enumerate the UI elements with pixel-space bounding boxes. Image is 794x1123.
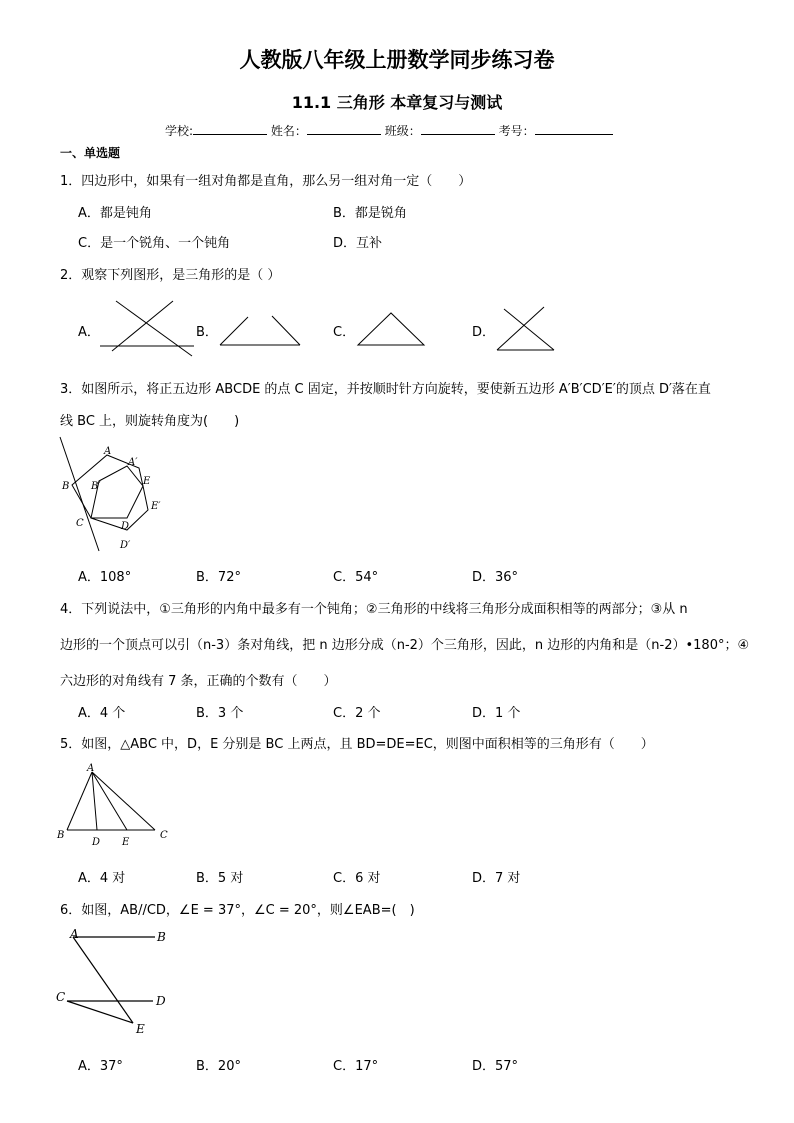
class-label: 班级： [384, 124, 421, 138]
q3-label-c: C [76, 518, 84, 529]
question-2-stem: 2．观察下列图形，是三角形的是（ ） [60, 268, 281, 283]
q3-label-e: E [143, 476, 151, 487]
q6-option-c[interactable]: C．17° [333, 1059, 379, 1074]
q1-option-a[interactable]: A．都是钝角 [78, 206, 152, 221]
q6-label-d: D [156, 994, 166, 1008]
q6-label-c: C [56, 990, 66, 1004]
q6-option-a[interactable]: A．37° [78, 1059, 123, 1074]
q4-option-a[interactable]: A．4 个 [78, 706, 126, 721]
q5-label-a: A [87, 763, 95, 774]
q5-option-b[interactable]: B．5 对 [196, 871, 244, 886]
q1-option-b[interactable]: B．都是锐角 [333, 206, 407, 221]
section-heading: 一、单选题 [60, 146, 121, 160]
q3-pentagon-figure [55, 434, 180, 556]
question-6-stem: 6．如图，AB//CD，∠E = 37°，∠C = 20°，则∠EAB=( ) [60, 903, 415, 918]
q5-label-c: C [160, 830, 168, 841]
q6-label-e: E [136, 1022, 145, 1036]
q2-option-b[interactable]: B． [196, 325, 218, 340]
q4-option-d[interactable]: D．1 个 [472, 706, 521, 721]
page-title: 人教版八年级上册数学同步练习卷 [239, 48, 555, 72]
q3-label-d-prime: D′ [120, 540, 131, 551]
q2-option-c[interactable]: C． [333, 325, 356, 340]
q5-label-d: D [92, 837, 101, 848]
question-1-stem: 1．四边形中，如果有一组对角都是直角，那么另一组对角一定（ ） [60, 174, 472, 189]
q2-figure-c [356, 310, 428, 350]
q3-label-d: D [121, 521, 130, 532]
q6-label-b: B [157, 930, 166, 944]
q5-label-b: B [57, 830, 65, 841]
q3-option-b[interactable]: B．72° [196, 570, 241, 585]
q6-option-b[interactable]: B．20° [196, 1059, 241, 1074]
q2-option-d[interactable]: D． [472, 325, 496, 340]
q5-option-a[interactable]: A．4 对 [78, 871, 126, 886]
q4-option-c[interactable]: C．2 个 [333, 706, 381, 721]
q3-label-b-prime: B′ [91, 481, 101, 492]
q3-option-a[interactable]: A．108° [78, 570, 132, 585]
school-field[interactable] [193, 122, 267, 135]
question-4-stem-line-1: 4．下列说法中，①三角形的内角中最多有一个钝角；②三角形的中线将三角形分成面积相等的两部分；③从 n [60, 602, 688, 617]
question-3-stem-line-1: 3．如图所示，将正五边形 ABCDE 的点 C 固定，并按顺时针方向旋转，要使新五边形 A′B′CD′E′的顶点 D′落在直 [60, 382, 711, 397]
q3-label-a-prime: A′ [128, 457, 138, 468]
q3-label-a: A [104, 446, 112, 457]
q2-figure-d [494, 304, 558, 354]
q2-option-a[interactable]: A． [78, 325, 100, 340]
question-4-stem-line-2: 边形的一个顶点可以引（n-3）条对角线，把 n 边形分成（n-2）个三角形，因此，n 边形的内角和是（n-2）•180°；④ [60, 638, 750, 653]
q5-label-e: E [122, 837, 130, 848]
q1-option-c[interactable]: C．是一个锐角、一个钝角 [78, 236, 231, 251]
q2-figure-b [218, 312, 306, 350]
school-label: 学校: [165, 124, 194, 138]
name-label: 姓名： [270, 124, 307, 138]
question-5-stem: 5．如图，△ABC 中，D，E 分别是 BC 上两点，且 BD=DE=EC，则图中面积相等的三角形有（ ） [60, 737, 654, 752]
q5-option-c[interactable]: C．6 对 [333, 871, 381, 886]
q2-figure-a [98, 296, 198, 358]
q3-option-d[interactable]: D．36° [472, 570, 519, 585]
id-label: 考号： [498, 124, 535, 138]
page-subtitle: 11.1 三角形 本章复习与测试 [291, 93, 503, 112]
q1-option-d[interactable]: D．互补 [333, 236, 383, 251]
q3-label-b: B [62, 481, 70, 492]
id-field[interactable] [535, 122, 613, 135]
q4-option-b[interactable]: B．3 个 [196, 706, 244, 721]
q5-option-d[interactable]: D．7 对 [472, 871, 521, 886]
q5-triangle-figure [55, 760, 177, 850]
q6-parallel-lines-figure [53, 925, 178, 1040]
class-field[interactable] [421, 122, 495, 135]
student-info-line [165, 122, 613, 139]
q6-option-d[interactable]: D．57° [472, 1059, 519, 1074]
question-3-stem-line-2: 线 BC 上，则旋转角度为( ) [60, 414, 240, 429]
question-4-stem-line-3: 六边形的对角线有 7 条，正确的个数有（ ） [60, 674, 337, 689]
q3-label-e-prime: E′ [151, 501, 161, 512]
q3-option-c[interactable]: C．54° [333, 570, 379, 585]
name-field[interactable] [307, 122, 381, 135]
q6-label-a: A [70, 927, 79, 941]
